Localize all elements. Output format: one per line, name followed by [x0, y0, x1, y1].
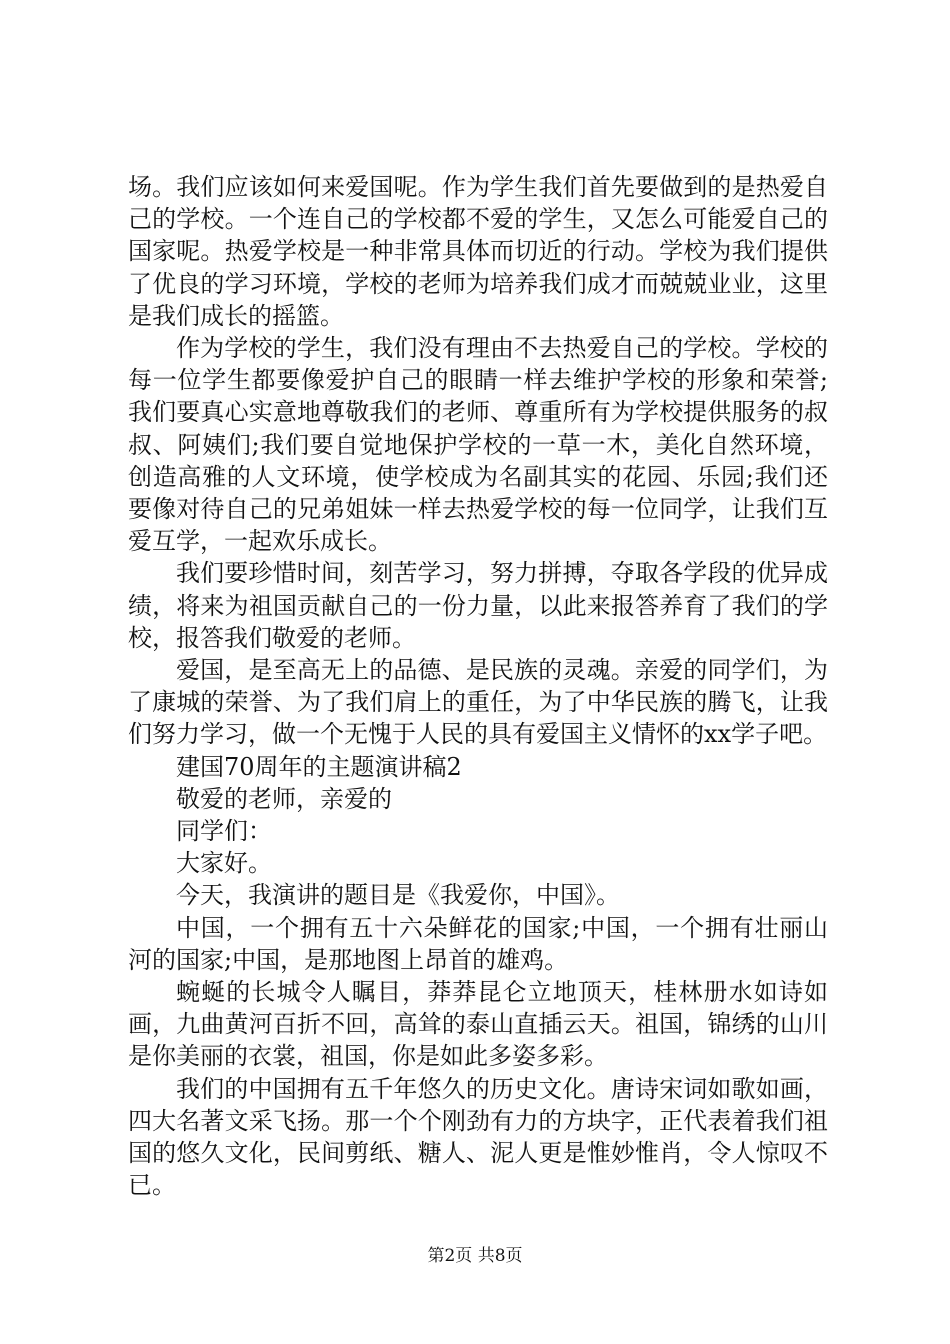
paragraph-2: 作为学校的学生，我们没有理由不去热爱自己的学校。学校的每一位学生都要像爱护自己的眼睛一样去维护学校的形象和荣誉;我们要真心实意地尊敬我们的老师、尊重所有为学校提供服务的叔叔、阿姨们;我们要自觉地保护学校的一草一木，美化自然环境，创造高雅的人文环境，使学校成为名副其实的花园、乐园;我们还要像对待自己的兄弟姐妹一样去热爱学校的每一位同学，让我们互爱互学，一起欢乐成长。: [128, 334, 828, 556]
paragraph-6: 蜿蜒的长城令人瞩目，莽莽昆仑立地顶天，桂林册水如诗如画，九曲黄河百折不回，高耸的泰山直插云天。祖国，锦绣的山川是你美丽的衣裳，祖国，你是如此多姿多彩。: [128, 978, 828, 1071]
paragraph-topic: 今天，我演讲的题目是《我爱你，中国》。: [176, 881, 620, 910]
greeting: 大家好。: [176, 849, 272, 878]
paragraph-5: 中国，一个拥有五十六朵鲜花的国家;中国，一个拥有壮丽山河的国家;中国，是那地图上昂首的雄鸡。: [128, 913, 828, 974]
page-footer: 第2页 共8页: [427, 1246, 523, 1266]
paragraph-7: 我们的中国拥有五千年悠久的历史文化。唐诗宋词如歌如画，四大名著文采飞扬。那一个个刚劲有力的方块字，正代表着我们祖国的悠久文化，民间剪纸、糖人、泥人更是惟妙惟肖，令人惊叹不已。: [128, 1074, 828, 1200]
salutation-line-1: 敬爱的老师，亲爱的: [176, 784, 392, 813]
section-heading: 建国70周年的主题演讲稿2: [176, 752, 462, 781]
paragraph-1: 场。我们应该如何来爱国呢。作为学生我们首先要做到的是热爱自己的学校。一个连自己的学校都不爱的学生，又怎么可能爱自己的国家呢。热爱学校是一种非常具体而切近的行动。学校为我们提供了优良的学习环境，学校的老师为培养我们成才而兢兢业业，这里是我们成长的摇篮。: [128, 173, 828, 330]
document-body: [128, 171, 828, 1202]
paragraph-4: 爱国，是至高无上的品德、是民族的灵魂。亲爱的同学们，为了康城的荣誉、为了我们肩上的重任，为了中华民族的腾飞，让我们努力学习，做一个无愧于人民的具有爱国主义情怀的xx学子吧。: [128, 656, 828, 749]
paragraph-3: 我们要珍惜时间，刻苦学习，努力拼搏，夺取各学段的优异成绩，将来为祖国贡献自己的一份力量，以此来报答养育了我们的学校，报答我们敬爱的老师。: [128, 559, 828, 652]
salutation-line-2: 同学们：: [176, 817, 272, 846]
